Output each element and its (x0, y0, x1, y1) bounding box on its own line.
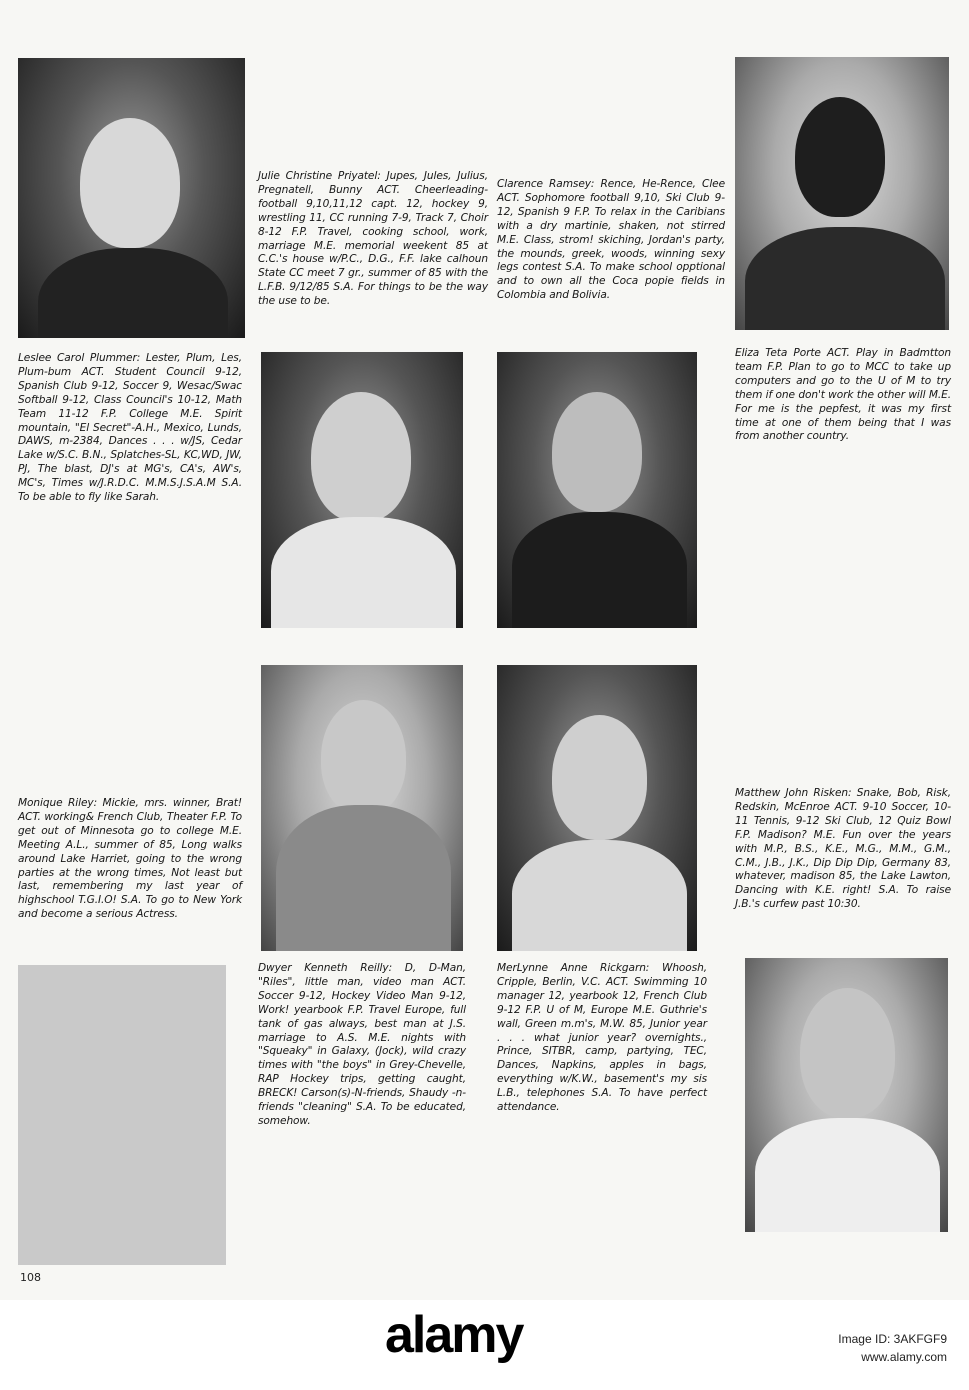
portrait-matthew-risken (745, 958, 948, 1232)
bio-eliza-porte: Eliza Teta Porte ACT. Play in Badmtton team F.P. Plan to go to MCC to take up computers and go to the U of M to try them if one don't work the other will M.E. For me is the pepfest, it was my first time at one of them being that I was from another country. (735, 347, 951, 443)
bio-monique-riley: Monique Riley: Mickie, mrs. winner, Brat! ACT. working& French Club, Theater F.P. To get out of Minnesota go to college M.E. Meeting A.L., summer of 85, Long walks around Lake Harriet, going to the wrong parties at the wrong times, Not least but last, remembering my last year of highschool T.G.I.O! S.A. To go to New York and become a serious Actress. (18, 797, 242, 921)
source-url: www.alamy.com (861, 1350, 947, 1364)
portrait-eliza-porte (735, 57, 949, 330)
alamy-logo: alamy (385, 1306, 523, 1364)
blank-photo-placeholder (18, 965, 226, 1265)
bio-julie-priyatel: Julie Christine Priyatel: Jupes, Jules, Julius, Pregnatell, Bunny ACT. Cheerleading-football 9,10,11,12 capt. 12, hockey 9, wrestling 11, CC running 7-9, Track 7, Choir 8-12 F.P. Travel, cooking school, work, marriage M.E. memorial weekent 85 at C.C.'s house w/P.C., D.G., F.F. lake calhoun State CC meet 7 gr., summer of 85 with the L.F.B. 9/12/85 S.A. For things to be the way the use to be. (258, 170, 488, 308)
bio-merlynne-rickgarn: MerLynne Anne Rickgarn: Whoosh, Cripple, Berlin, V.C. ACT. Swimming 10 manager 12, yearbook 12, French Club 9-12 F.P. U of M, Europe M.E. Guthrie's wall, Green m.m's, M.W. 85, Junior year . . . what junior year? overnights., Prince, SITBR, camp, partying, TEC, Dances, Napkins, apples in bags, everything w/K.W., basement's my sis L.B., telephones S.A. To have perfect attendance. (497, 962, 707, 1114)
bio-dwyer-reilly: Dwyer Kenneth Reilly: D, D-Man, "Riles", little man, video man ACT. Soccer 9-12, Hockey Video Man 9-12, Work! yearbook F.P. Travel Europe, full tank of gas always, best man at J.S. marriage to A.S. M.E. nights with "Squeaky" in Galaxy, (Jock), wild crazy times with "the boys" in Grey-Chevelle, RAP Hockey trips, getting caught, BRECK! Carson(s)-N-friends, Shaudy -n- friends "cleaning" S.A. To be educated, somehow. (258, 962, 466, 1127)
bio-matthew-risken: Matthew John Risken: Snake, Bob, Risk, Redskin, McEnroe ACT. 9-10 Soccer, 10-11 Tennis, 9-12 Ski Club, 12 Quiz Bowl F.P. Madison? M.E. Fun over the years with M.P., B.S., K.E., M.G., M.M., G.M., C.M., J.B., J.K., Dip Dip Dip, Germany 83, whatever, madison 85, the Lake Lawton, Dancing with K.E. right! S.A. To raise J.B.'s curfew past 10:30. (735, 787, 951, 911)
portrait-merlynne-rickgarn (497, 665, 697, 951)
image-id-block (838, 1330, 947, 1366)
portrait-clarence-ramsey (497, 352, 697, 628)
image-id: Image ID: 3AKFGF9 (838, 1332, 947, 1346)
portrait-julie-priyatel (261, 352, 463, 628)
page-number: 108 (20, 1271, 41, 1284)
portrait-leslee-plummer (18, 58, 245, 338)
bio-clarence-ramsey: Clarence Ramsey: Rence, He-Rence, Clee ACT. Sophomore football 9,10, Ski Club 9-12, Spanish 9 F.P. To relax in the Caribians with a dry martinie, shaken, not stirred M.E. Class, strom! skiching, Jordan's party, the mounds, greek, woods, winning sexy legs contest S.A. To make school opptional and to own all the Coca popie fields in Colombia and Bolivia. (497, 178, 725, 302)
portrait-dwyer-reilly (261, 665, 463, 951)
bio-leslee-plummer: Leslee Carol Plummer: Lester, Plum, Les, Plum-bum ACT. Student Council 9-12, Spanish Club 9-12, Soccer 9, Wesac/Swac Softball 9-12, Class Council's 10-12, Math Team 11-12 F.P. College M.E. Spirit mountain, "El Secret"-A.H., Mexico, Lunds, DAWS, m-2384, Dances . . . w/JS, Cedar Lake w/S.C. B.N., Splatches-SL, KC,WD, JW, PJ, The blast, DJ's at MG's, CA's, AW's, MC's, Times w/J.R.D.C. M.M.S.J.S.A.M S.A. To be able to fly like Sarah. (18, 352, 242, 504)
